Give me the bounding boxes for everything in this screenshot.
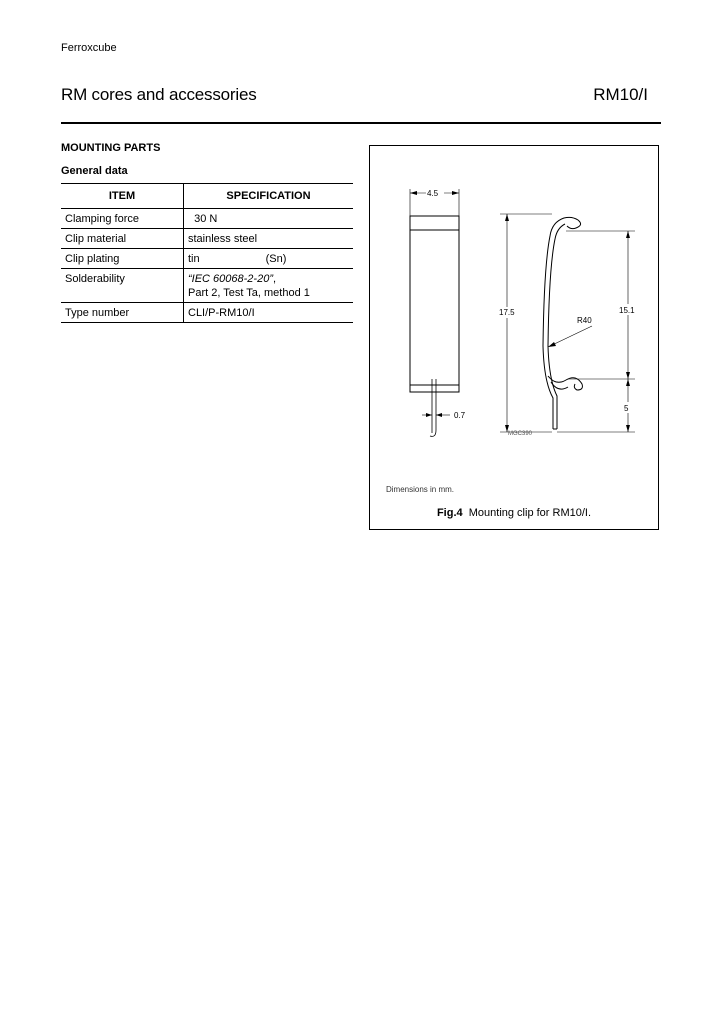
page-title: RM cores and accessories	[61, 85, 257, 104]
table-row	[61, 303, 353, 323]
row-spec: stainless steel	[184, 229, 354, 249]
column-header-specification: SPECIFICATION	[184, 184, 354, 209]
mounting-clip-drawing	[370, 146, 660, 531]
product-code: RM10/I	[593, 85, 648, 104]
row-item: Type number	[61, 303, 184, 323]
spec-value-material: tin	[188, 253, 200, 265]
header-rule	[61, 122, 661, 124]
table-row	[61, 249, 353, 269]
row-spec	[184, 249, 354, 269]
figure-box	[369, 145, 659, 530]
section-subtitle: General data	[61, 165, 128, 177]
dimensions-note: Dimensions in mm.	[386, 485, 455, 494]
spec-table	[61, 183, 353, 323]
row-spec: CLI/P-RM10/I	[184, 303, 354, 323]
spec-method: Part 2, Test Ta, method 1	[188, 287, 310, 299]
spec-standard-suffix: ,	[273, 273, 277, 285]
table-row	[61, 229, 353, 249]
row-item: Clip plating	[61, 249, 184, 269]
table-row	[61, 269, 353, 303]
spec-standard: “IEC 60068-2-20”	[188, 273, 273, 285]
spec-value-symbol: (Sn)	[265, 253, 287, 265]
dim-width-label: 4.5	[427, 189, 439, 198]
dim-radius-label: R40	[577, 316, 592, 325]
column-header-item: ITEM	[61, 184, 184, 209]
figure-label: Fig.4	[436, 507, 463, 519]
row-spec	[184, 209, 354, 229]
table-header-row	[61, 184, 353, 209]
drawing-code: MGC390	[508, 431, 533, 437]
figure-caption-text: Mounting clip for RM10/I.	[468, 507, 592, 519]
section-title: MOUNTING PARTS	[61, 142, 161, 154]
table-row	[61, 209, 353, 229]
row-item: Clip material	[61, 229, 184, 249]
brand-name: Ferroxcube	[61, 42, 117, 54]
row-item: Clamping force	[61, 209, 184, 229]
dim-thickness-label: 0.7	[454, 411, 466, 420]
dim-lower-label: 5	[624, 404, 629, 413]
dim-height-label: 17.5	[499, 308, 515, 317]
figure-caption	[370, 507, 658, 519]
dim-upper-label: 15.1	[619, 306, 635, 315]
row-spec	[184, 269, 354, 303]
spec-value: 30 N	[194, 213, 218, 225]
row-item: Solderability	[61, 269, 184, 303]
